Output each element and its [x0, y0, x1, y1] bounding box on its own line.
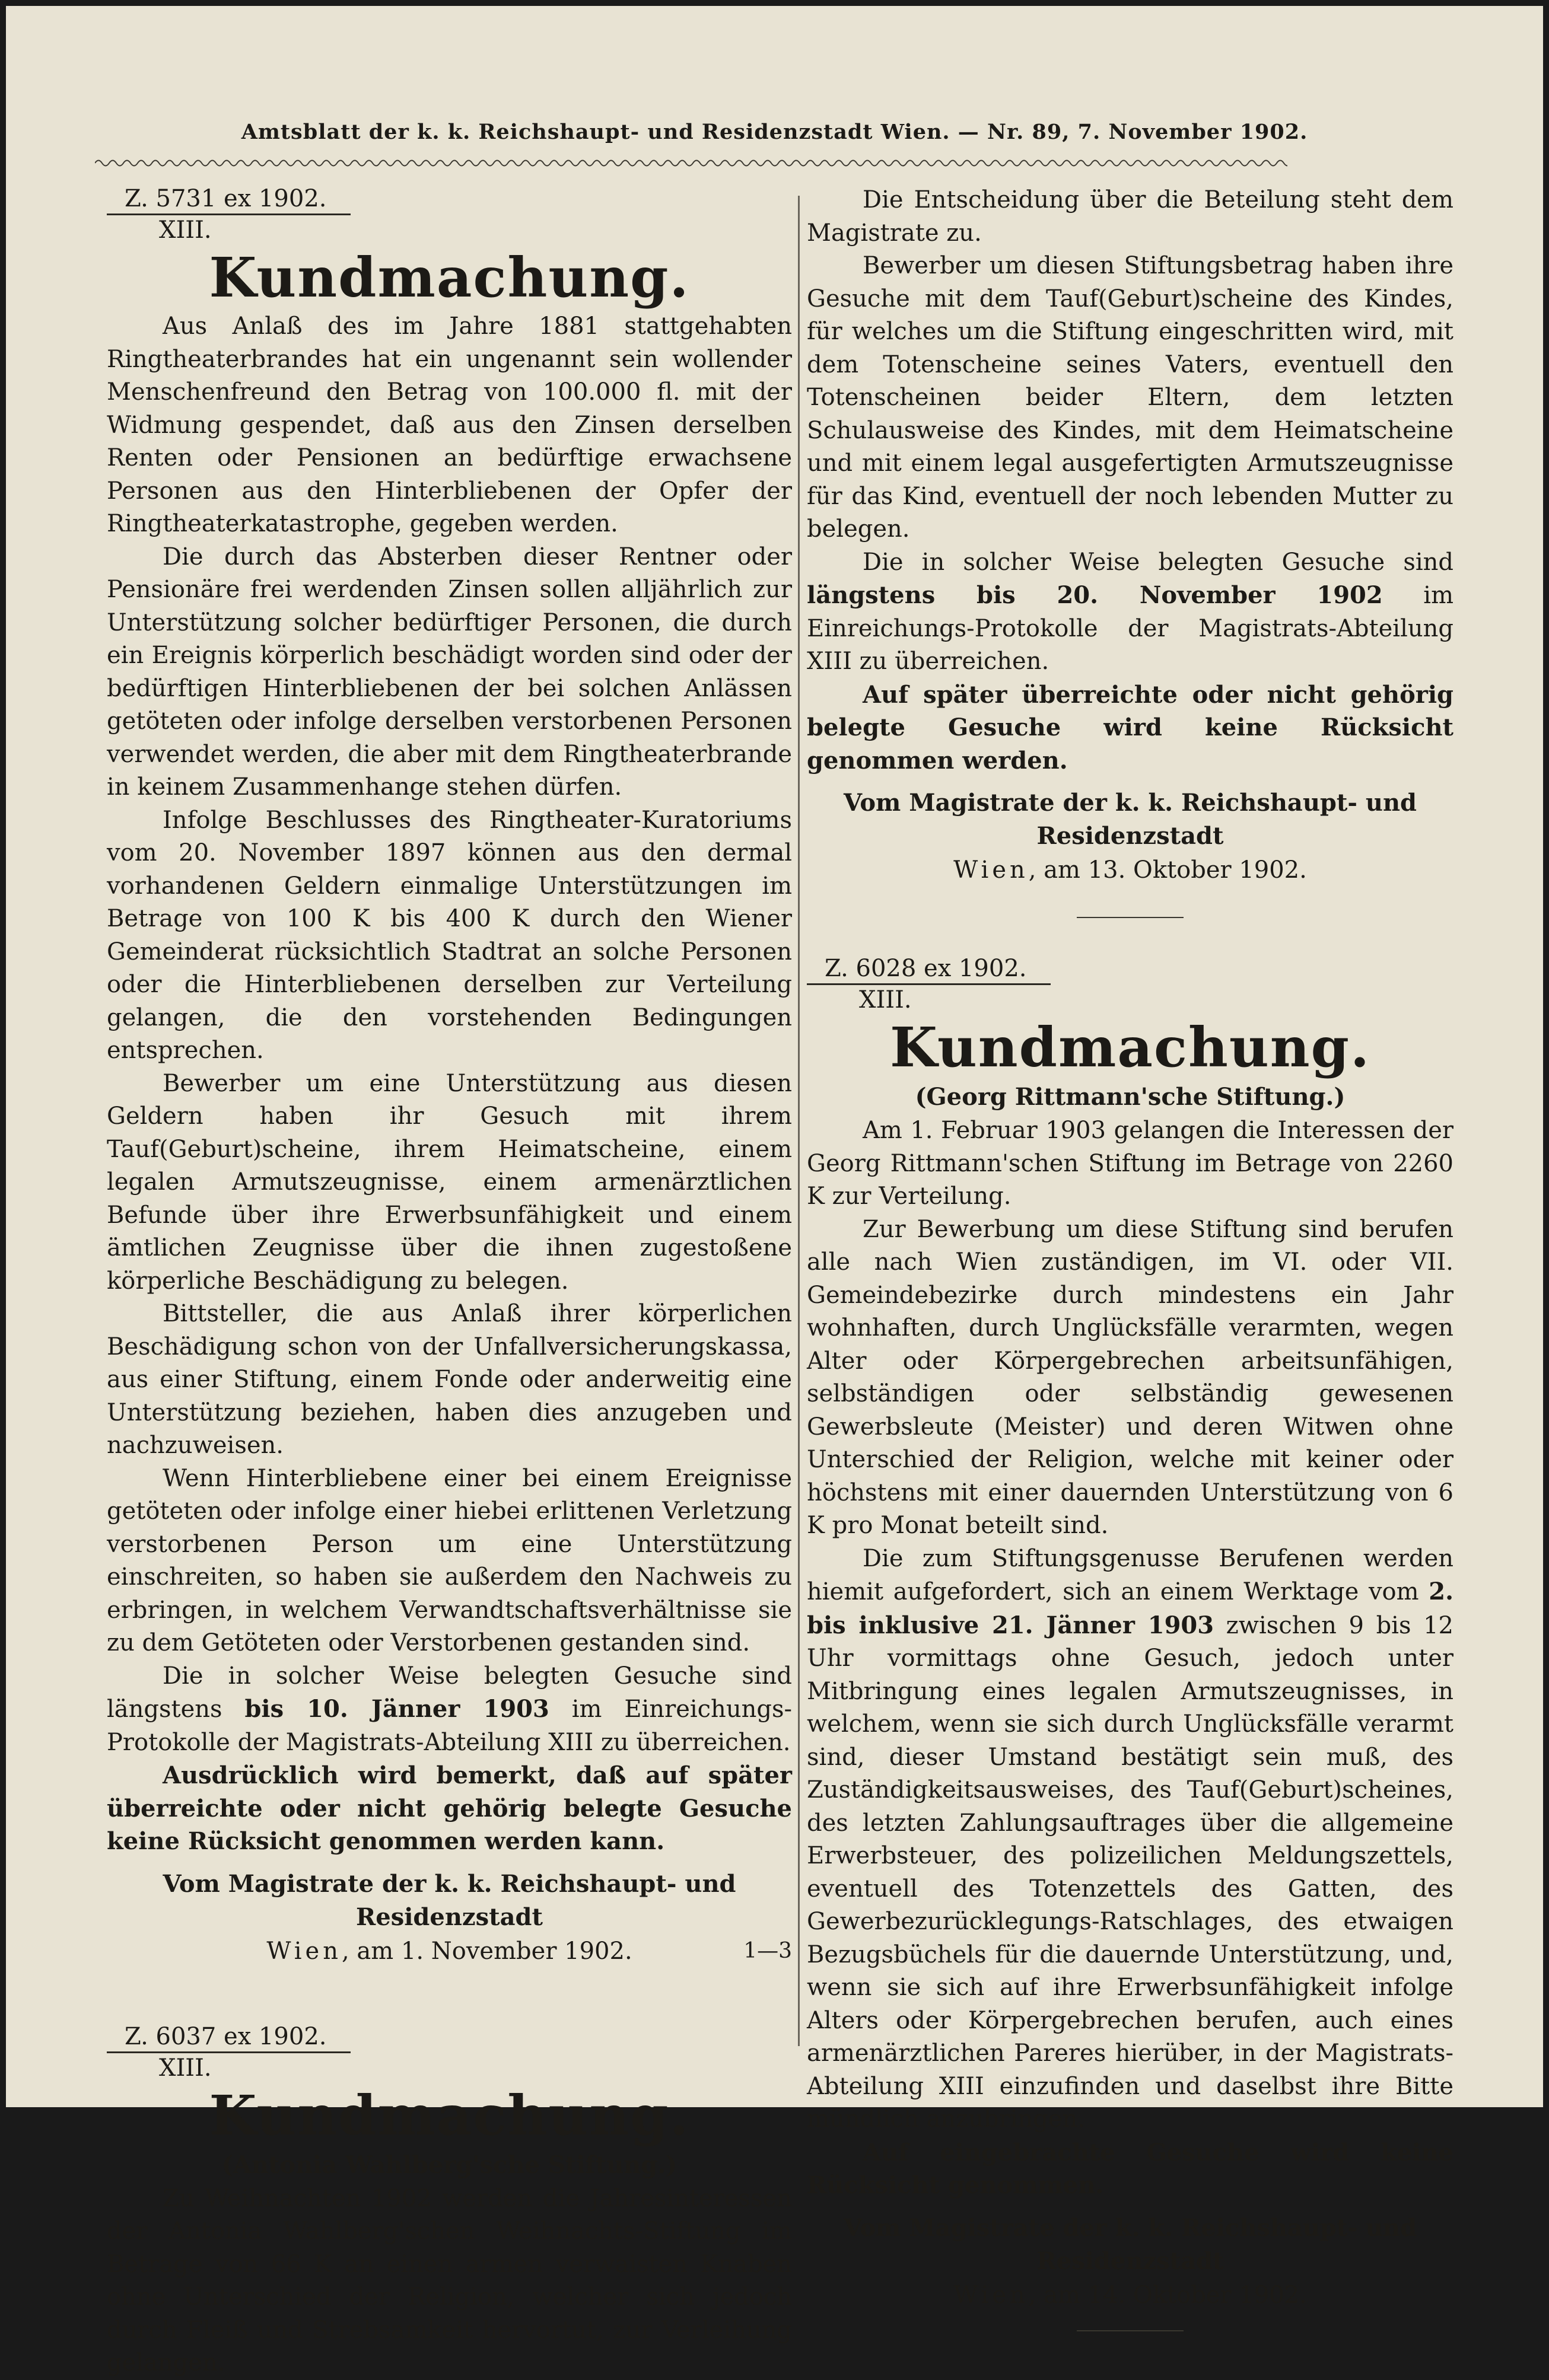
running-head: Amtsblatt der k. k. Reichshaupt- und Residenzstadt Wien. — Nr. 89, 7. November 1902. [241, 120, 1308, 144]
notice-signoff: Vom Magistrate der k. k. Reichshaupt- und Residenzstadt [163, 1869, 736, 1931]
notice-title: Kundmachung. [209, 2083, 690, 2148]
notice-department: XIII. [159, 2054, 212, 2082]
notice-subtitle: (Georg Rittmann'sche Stiftung.) [915, 1083, 1346, 1111]
deadline-text: Die in solcher Weise belegten Gesuche sind [863, 548, 1453, 576]
separator-rule [1077, 2330, 1184, 2331]
notice-department: XIII. [159, 216, 212, 244]
notice-department: XIII. [859, 986, 912, 1014]
notice-signoff: Vom Magistrate der k. k. Reichshaupt- und Residenzstadt [843, 2213, 1417, 2275]
notice-date: , am 13. Oktober 1902. [1028, 856, 1307, 884]
notice-reference: Z. 6037 ex 1902. [107, 2022, 351, 2053]
notice-signoff: Vom Magistrate der k. k. Reichshaupt- und Residenzstadt [843, 789, 1417, 850]
notice-paragraph: Die Entscheidung über die Beteilung steht dem Magistrate zu. [807, 186, 1453, 247]
sequence-number: 1—3 [743, 1938, 792, 1963]
notice-reference: Z. 5731 ex 1902. [107, 184, 351, 215]
notice-warning: Auf später überreichte oder nicht gehörig belegte Gesuche wird keine Rücksicht genommen werden. [807, 680, 1453, 775]
notice-warning: Ausdrücklich wird bemerkt, daß auf später überreichte oder nicht gehörig belegte Gesuche keine Rücksicht genommen werden kann. [107, 1761, 792, 1855]
column-rule [798, 196, 800, 2046]
left-column [107, 184, 792, 2380]
notice-paragraph: Bittsteller, die aus Anlaß ihrer körperlichen Beschädigung schon von der Unfallversicherungskassa, aus einer Stiftung, einem Fonde oder anderweitig eine Unterstützung beziehen, haben dies anzugeben und nachzuweisen. [107, 1300, 792, 1459]
notice-place-date [107, 1934, 792, 1968]
notice-paragraph: Die durch das Absterben dieser Rentner oder Pensionäre frei werdenden Zinsen sollen alljährlich zur Unterstützung solcher bedürftiger Personen, die durch ein Ereignis körperlich beschädigt worden sind oder der bedürftigen Hinterbliebenen der bei solchen Anlässen getöteten oder infolge derselben verstorbenen Personen verwendet werden, die aber mit dem Ringtheaterbrande in keinem Zusammenhange stehen dürfen. [107, 543, 792, 801]
notice-place-date [807, 2278, 1453, 2312]
notice-paragraph: Am 1. Februar 1903 gelangen die Interessen der Georg Rittmann'schen Stiftung im Betrage von 2260 K zur Verteilung. [807, 1117, 1453, 1210]
notice-date: , am 14. Oktober 1902. [1028, 2281, 1307, 2309]
notice-paragraph: Bewerber um diesen Stiftungsbetrag haben ihre Gesuche mit dem Tauf(Geburt)scheine des Kindes, für welches um die Stiftung eingeschritten wird, mit dem Totenscheine seines Vaters, eventuell den Totenscheinen beider Eltern, dem letzten Schulausweise des Kindes, mit dem Heimatscheine und mit einem legal ausgefertigten Armutszeugnisse für das Kind, eventuell der noch lebenden Mutter zu belegen. [807, 252, 1453, 543]
right-column [807, 184, 1453, 2367]
notice-paragraph: Wenn Hinterbliebene einer bei einem Ereignisse getöteten oder infolge einer hiebei erlittenen Verletzung verstorbenen Person um eine Unterstützung einschreiten, so haben sie außerdem den Nachweis zu erbringen, in welchem Verwandtschaftsverhältnisse sie zu dem Getöteten oder Verstorbenen gestanden sind. [107, 1464, 792, 1656]
notice-paragraph: Zur Bewerbung um diese Stiftung sind berufen alle nach Wien zuständigen, im VI. oder VII. Gemeindebezirke durch mindestens ein Jahr wohnhaften, durch Unglücksfälle verarmten, wegen Alter oder Körpergebrechen arbeitsunfähigen, selbständigen oder selbständig gewesenen Gewerbsleute (Meister) und deren Witwen ohne Unterschied der Religion, welche mit keiner oder höchstens mit einer dauernden Unterstützung von 6 K pro Monat beteilt sind. [807, 1215, 1453, 1539]
paragraph-text: Die zum Stiftungsgenusse Berufenen werden hiemit aufgefordert, sich an einem Werktage vom [807, 1544, 1453, 1605]
place-name: Wien [953, 2281, 1029, 2309]
wavy-rule [95, 154, 1287, 172]
paragraph-text: zwischen 9 bis 12 Uhr vormittags ohne Gesuch, jedoch unter Mitbringung eines legalen Armutszeugnisses, in welchem, wenn sie sich durch Unglücksfälle verarmt sind, dieser Umstand bestätigt sein muß, des Zuständigkeitsausweises, des Tauf(Geburt)scheines, des letzten Zahlungsauftrages über die allgemeine Erwerbsteuer, des polizeilichen Meldungszettels, eventuell des Totenzettels des Gatten, des Gewerbezurücklegungs-Ratschlages, des etwaigen Bezugsbüchels für die dauernde Unterstützung, und, wenn sie sich auf ihre Erwerbsunfähigkeit infolge Alters oder Körpergebrechen berufen, auch eines armenärztlichen Pareres hierüber, in der Magistrats-Abteilung XIII einzufinden und daselbst ihre Bitte mündlich anzubringen. [807, 1611, 1453, 2133]
notice-paragraph: Zu Weihnachten 1902 werden die Jahresinteressen der Antonia Wahlberg'schen Weihnachts-Stiftung im Betrage von 66 K an einen armen verwaisten Knaben ohne Unterschied der Religion, welcher sich jedoch durch Fleiß und Strebsamkeit hervortut, zur Verleihung gelangen. [107, 2184, 792, 2376]
notice-subtitle: (Antonia Wahlberg'sche Stiftung.) [221, 2150, 678, 2179]
deadline-date: 2. bis inklusive 21. Jänner 1903 [807, 1578, 1453, 1639]
notice-deadline [107, 1660, 792, 1760]
page [6, 6, 1543, 2376]
deadline-date: bis 10. Jänner 1903 [244, 1695, 549, 1723]
notice-deadline [807, 546, 1453, 678]
deadline-text: Die in solcher Weise belegten Gesuche sind längstens [107, 1662, 792, 1723]
deadline-date: längstens bis 20. November 1902 [807, 581, 1383, 609]
place-name: Wien [953, 856, 1029, 884]
notice-paragraph [807, 1543, 1453, 2136]
notice-title: Kundmachung. [209, 246, 690, 310]
deadline-text: im Einreichungs-Protokolle der Magistrats-Abteilung XIII zu überreichen. [807, 582, 1453, 675]
deadline-text: im Einreichungs-Protokolle der Magistrats-Abteilung XIII zu überreichen. [107, 1696, 792, 1756]
notice-warning: Auf eingebrachte Gesuche wird keine Rücksicht genommen. [807, 2138, 1453, 2199]
separator-rule [1077, 917, 1184, 918]
notice-paragraph: Bewerber um eine Unterstützung aus diesen Geldern haben ihr Gesuch mit ihrem Tauf(Geburt)scheine, ihrem Heimatscheine, einem legalen Armutszeugnisse, einem armenärztlichen Befunde über ihre Erwerbsunfähigkeit und einem ämtlichen Zeugnisse über die ihnen zugestoßene körperliche Beschädigung zu belegen. [107, 1069, 792, 1295]
notice-date: , am 1. November 1902. [341, 1937, 632, 1965]
notice-paragraph: Aus Anlaß des im Jahre 1881 stattgehabten Ringtheaterbrandes hat ein ungenannt sein wollender Menschenfreund den Betrag von 100.000 fl. mit der Widmung gespendet, daß aus den Zinsen derselben Renten oder Pensionen an bedürftige erwachsene Personen aus den Hinterbliebenen der Opfer der Ringtheaterkatastrophe, gegeben werden. [107, 313, 792, 537]
notice-title: Kundmachung. [889, 1015, 1371, 1079]
place-name: Wien [266, 1937, 342, 1965]
notice-reference: Z. 6028 ex 1902. [807, 954, 1051, 985]
notice-place-date [807, 853, 1453, 887]
notice-paragraph: Infolge Beschlusses des Ringtheater-Kuratoriums vom 20. November 1897 können aus den dermal vorhandenen Geldern einmalige Unterstützungen im Betrage von 100 K bis 400 K durch den Wiener Gemeinderat rücksichtlich Stadtrat an solche Personen oder die Hinterbliebenen derselben zur Verteilung gelangen, die den vorstehenden Bedingungen entsprechen. [107, 806, 792, 1064]
